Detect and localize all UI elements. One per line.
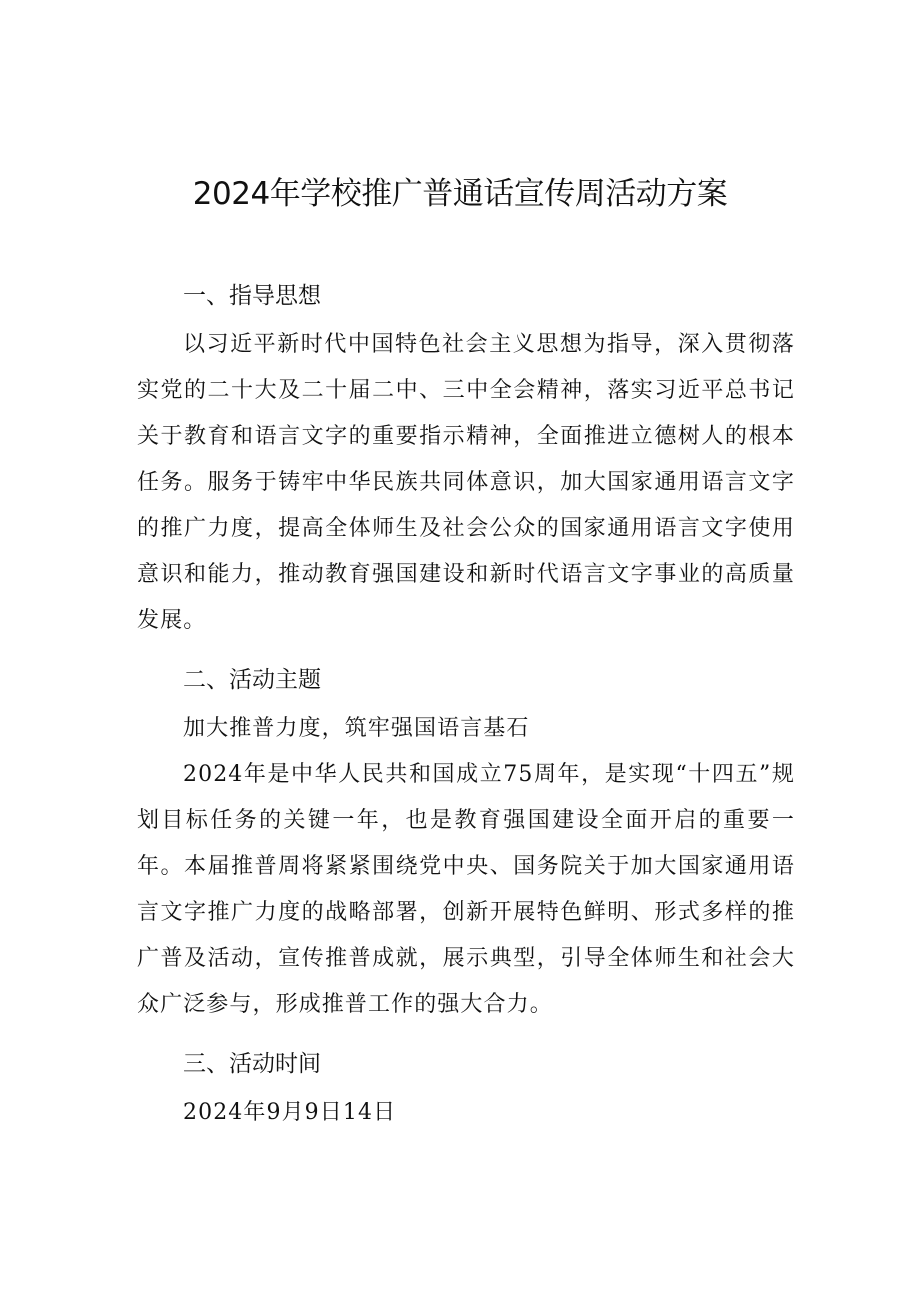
activity-theme-slogan: 加大推普力度，筑牢强国语言基石 (183, 716, 530, 741)
activity-time-value: 2024年9月9日14日 (183, 1100, 397, 1125)
section-heading-activity-time: 三、活动时间 (183, 1051, 321, 1077)
section-heading-activity-theme: 二、活动主题 (183, 667, 321, 693)
document-title: 2024年学校推广普通话宣传周活动方案 (192, 176, 728, 212)
section-paragraph-guiding-ideology: 以习近平新时代中国特色社会主义思想为指导，深入贯彻落实党的二十大及二十届二中、三中全会精神，落实习近平总书记关于教育和语言文字的重要指示精神，全面推进立德树人的根本任务。服务于铸牢中华民族共同体意识，加大国家通用语言文字的推广力度，提高全体师生及社会公众的国家通用语言文字使用意识和能力，推动教育强国建设和新时代语言文字事业的高质量发展。 (137, 332, 795, 633)
section-heading-guiding-ideology: 一、指导思想 (183, 283, 321, 309)
section-paragraph-activity-theme: 2024年是中华人民共和国成立75周年，是实现“十四五”规划目标任务的关键一年，也是教育强国建设全面开启的重要一年。本届推普周将紧紧围绕党中央、国务院关于加大国家通用语言文字推广力度的战略部署，创新开展特色鲜明、形式多样的推广普及活动，宣传推普成就，展示典型，引导全体师生和社会大众广泛参与，形成推普工作的强大合力。 (137, 762, 795, 1017)
